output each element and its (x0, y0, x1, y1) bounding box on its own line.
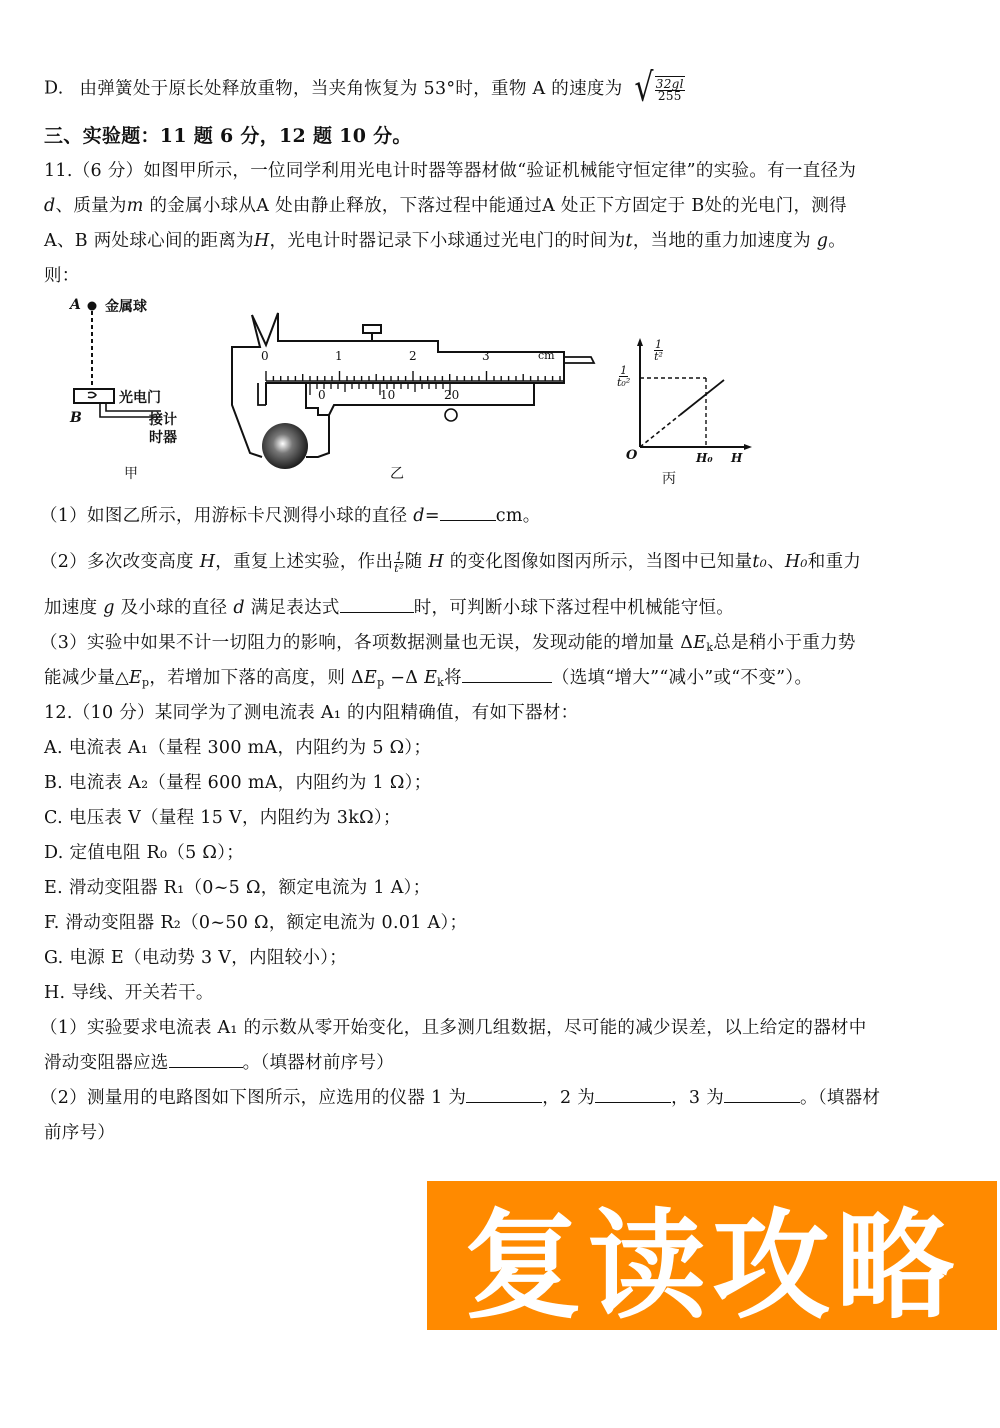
q11-sub2-line1: （2）多次改变高度 H，重复上述实验，作出 $\frac{1}{\text{t²}}$ 随 H 的变化图像如图丙所示，当图中已知量t₀、H₀和重力 (40, 550, 862, 575)
gate-label: 光电门 (119, 390, 161, 406)
equipment-item-c: C. 电压表 V（量程 15 V，内阻约为 3kΩ）； (44, 808, 401, 828)
q12-sub2-line1: （2）测量用的电路图如下图所示，应选用的仪器 1 为 ，2 为 ，3 为 。（填器材 (40, 1088, 881, 1108)
equipment-item-e: E. 滑动变阻器 R₁（0~5 Ω，额定电流为 1 A）； (44, 878, 431, 898)
answer-blank-rheostat[interactable] (169, 1051, 243, 1068)
sqrt-formula (634, 65, 685, 112)
q11-sub3-line1: （3）实验中如果不计一切阻力的影响，各项数据测量也无误，发现动能的增加量 $\Delta E_k$总是稍小于重力势 (40, 633, 856, 654)
q12-sub1-line2: 滑动变阻器应选 。（填器材前序号） (44, 1053, 395, 1073)
equipment-item-d: D. 定值电阻 R₀（5 Ω）； (44, 843, 245, 863)
equipment-item-f: F. 滑动变阻器 R₂（0~50 Ω，额定电流为 0.01 A）； (44, 913, 468, 933)
q12-intro: 12.（10 分）某同学为了测电流表 A₁ 的内阻精确值，有如下器材： (44, 703, 579, 723)
main-scale-3: 3 (482, 349, 490, 363)
option-d-label: D. (44, 78, 64, 99)
x-mark-label: H₀ (696, 451, 713, 465)
q11-line3: A、B 两处球心间的距离为H，光电计时器记录下小球通过光电门的时间为t，当地的重力加速度为 g。 (44, 231, 847, 251)
point-a-label: A (70, 297, 81, 313)
inverse-t-squared: $\frac{1}{\text{t²}}$ (394, 550, 404, 575)
answer-blank-instrument-3[interactable] (724, 1086, 800, 1103)
vernier-scale-10: 10 (380, 388, 396, 402)
figure-bing (610, 335, 760, 487)
main-scale-2: 2 (409, 349, 417, 363)
q11-sub3-line2: 能减少量$\triangle E_p$，若增加下落的高度，则 $\Delta E_p -\Delta$ $E_k$将 （选填“增大”“减小”或“不变”）。 (44, 668, 813, 689)
timer-label-1: 接计 (149, 412, 177, 428)
q11-line4: 则： (44, 266, 80, 286)
q11-line1: 11.（6 分）如图甲所示，一位同学利用光电计时器等器材做“验证机械能守恒定律”的实验。有一直径为 (44, 161, 857, 181)
answer-blank-diameter[interactable] (440, 504, 496, 521)
main-scale-1: 1 (335, 349, 343, 363)
equipment-item-h: H. 导线、开关若干。 (44, 983, 214, 1003)
x-axis-label: H (731, 451, 743, 465)
figure-yi-caption: 乙 (390, 466, 404, 482)
y-mark-label: $\frac{1}{\text{t₀²}}$ (617, 364, 631, 389)
answer-blank-instrument-2[interactable] (595, 1086, 671, 1103)
equipment-item-g: G. 电源 E（电动势 3 V，内阻较小）； (44, 948, 348, 968)
figure-jia-caption: 甲 (124, 466, 138, 482)
figure-bing-caption: 丙 (662, 471, 676, 487)
option-d-text: 由弹簧处于原长处释放重物，当夹角恢复为 53°时，重物 A 的速度为 (79, 78, 623, 99)
answer-blank-expression[interactable] (340, 596, 414, 613)
unit-label: cm (538, 349, 555, 362)
q11-line2: d、质量为m 的金属小球从A 处由静止释放，下落过程中能通过A 处正下方固定于 B处的光电门，测得 (44, 196, 847, 216)
y-axis-label: $\frac{1}{\text{t²}}$ (654, 338, 663, 363)
q12-sub2-line2: 前序号） (44, 1123, 116, 1143)
answer-blank-instrument-1[interactable] (466, 1086, 542, 1103)
radical-sign-icon: √ (634, 65, 654, 112)
vernier-scale-20: 20 (444, 388, 460, 402)
vernier-caliper-icon (226, 305, 596, 490)
q11-sub2-line2: 加速度 g 及小球的直径 d 满足表达式 时，可判断小球下落过程中机械能守恒。 (44, 598, 735, 618)
q11-sub1: （1）如图乙所示，用游标卡尺测得小球的直径 d= cm。 (40, 506, 541, 526)
q11-number: 11.（6 分） (44, 161, 144, 181)
figure-jia (66, 293, 226, 488)
formula-denominator: 255 (657, 89, 682, 103)
answer-blank-trend[interactable] (462, 666, 552, 683)
figure-yi (226, 305, 596, 490)
formula-numerator: 32gl (655, 77, 684, 91)
vernier-scale-0: 0 (318, 388, 326, 402)
ball-label: 金属球 (105, 299, 147, 315)
q12-sub1-line1: （1）实验要求电流表 A₁ 的示数从零开始变化，且多测几组数据，尽可能的减少误差，以上给定的器材中 (40, 1018, 867, 1038)
equipment-item-b: B. 电流表 A₂（量程 600 mA，内阻约为 1 Ω）； (44, 773, 432, 793)
watermark-banner: 复读攻略 (427, 1181, 997, 1330)
option-d (44, 65, 686, 112)
equipment-item-a: A. 电流表 A₁（量程 300 mA，内阻约为 5 Ω）； (44, 738, 432, 758)
timer-label-2: 时器 (149, 430, 177, 446)
section-heading: 三、实验题：11 题 6 分，12 题 10 分。 (44, 125, 412, 147)
origin-label: O (626, 448, 638, 463)
point-b-label: B (70, 410, 82, 426)
main-scale-0: 0 (261, 349, 269, 363)
